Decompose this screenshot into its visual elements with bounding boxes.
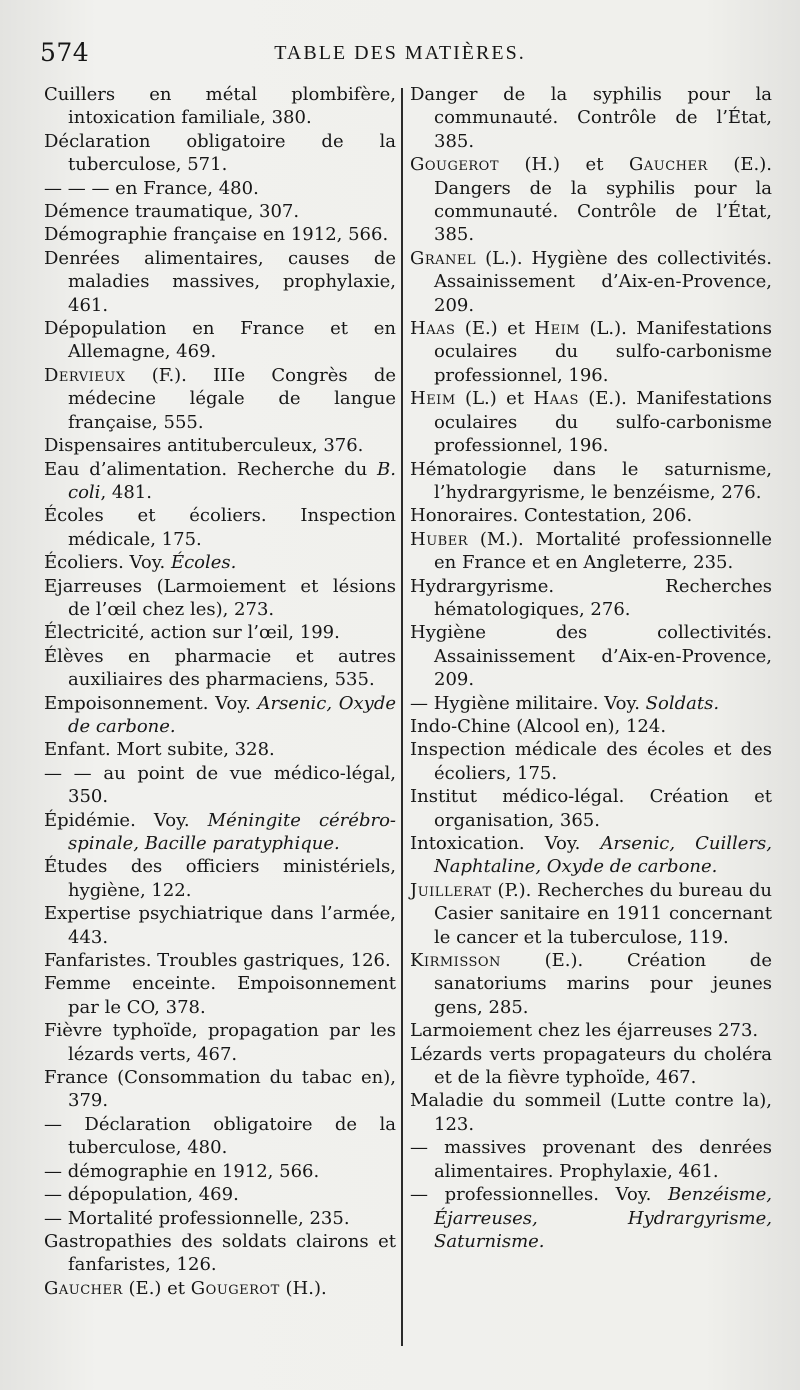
entry-text: (E.). Création de sanatoriums marins pour jeunes gens, 285. [434,950,772,1018]
index-entry [44,223,396,246]
entry-text: Démence traumatique, 307. [44,201,300,223]
entry-reference: Écoles. [170,552,237,574]
entry-reference: B. coli [68,458,396,503]
index-entry [44,972,396,1019]
entry-author: Gaucher [44,1277,123,1299]
index-entry [410,387,772,457]
entry-text: Eau d’alimentation. Recherche du [44,458,368,480]
index-entry [44,575,396,622]
index-entry [44,130,396,177]
entry-text: Institut médico-légal. Création et organisation, 365. [410,786,772,831]
entry-text: France (Consommation du tabac en), 379. [44,1067,396,1112]
entry-text: (P.). Recherches du bureau du Casier sanitaire en 1911 concernant le cancer et la tuberculose, 119. [434,879,772,948]
index-entry [44,762,396,809]
index-entry [44,645,396,692]
column-divider [401,88,403,1346]
index-entry [410,83,772,153]
index-entry [44,621,396,644]
entry-coauthor: Haas [533,388,579,410]
entry-text: Femme enceinte. Empoisonnement par le CO, 378. [44,973,396,1018]
index-entry [410,1136,772,1183]
entry-text: — Hygiène militaire. Voy. [410,692,640,714]
entry-text: (M.). Mortalité professionnelle en France et en Angleterre, 235. [434,528,772,574]
entry-coauthor: Heim [534,318,581,340]
entry-text-continued: , 481. [100,481,152,503]
index-column-right [410,83,772,1253]
entry-text: Écoles et écoliers. Inspection médicale, 175. [44,505,396,550]
entry-author: Haas [410,318,456,340]
entry-coauthor: Gougerot [190,1277,280,1299]
index-entry [410,832,772,879]
entry-text: Fièvre typhoïde, propagation par les lézards verts, 467. [44,1020,396,1065]
entry-text: Enfant. Mort subite, 328. [44,739,275,761]
index-entry [44,1113,396,1160]
index-entry [410,621,772,691]
entry-text: Ejarreuses (Larmoiement et lésions de l’œil chez les), 273. [44,575,396,620]
index-entry [410,785,772,832]
index-entry [44,434,396,457]
index-entry [44,364,396,434]
entry-text: Électricité, action sur l’œil, 199. [44,622,340,644]
entry-text: — — au point de vue médico-légal, 350. [44,762,396,808]
index-entry [44,458,396,505]
entry-text: Larmoiement chez les éjarreuses 273. [410,1020,759,1042]
index-entry [410,1019,772,1042]
entry-text: Épidémie. Voy. [44,809,190,831]
entry-text: Lézards verts propagateurs du choléra et de la fièvre typhoïde, 467. [410,1043,772,1089]
index-entry [44,504,396,551]
index-entry [44,83,396,130]
index-entry [410,1089,772,1136]
entry-text: (E.) et [128,1277,186,1299]
index-column-left [44,83,396,1300]
entry-text: Écoliers. Voy. [44,552,166,574]
page-number: 574 [40,38,90,67]
entry-text: — Déclaration obligatoire de la tuberculose, 480. [44,1113,396,1159]
index-entry [44,177,396,200]
index-entry [44,738,396,761]
entry-reference: Arsenic, Oxyde de carbone. [68,692,396,737]
index-entry [44,1183,396,1206]
entry-text: Hématologie dans le saturnisme, l’hydrargyrisme, le benzéisme, 276. [410,458,772,503]
index-entry [44,551,396,574]
entry-author: Huber [410,528,468,550]
index-entry [410,949,772,1019]
entry-text: Fanfaristes. Troubles gastriques, 126. [44,950,391,972]
entry-text: Hydrargyrisme. Recherches hématologiques, 276. [410,575,772,620]
index-entry [44,855,396,902]
index-entry [410,317,772,387]
entry-author: Juillerat [410,879,492,901]
entry-text-continued: (H.). [285,1277,327,1299]
entry-reference: Soldats. [645,692,720,714]
index-entry [44,949,396,972]
entry-text: — Mortalité professionnelle, 235. [44,1207,350,1229]
index-entry [410,1183,772,1253]
entry-text: Dispensaires antituberculeux, 376. [44,435,364,457]
index-entry [44,902,396,949]
index-entry [410,153,772,247]
entry-text: Cuillers en métal plombifère, intoxication familiale, 380. [44,84,396,129]
index-entry [44,1066,396,1113]
entry-text: Maladie du sommeil (Lutte contre la), 123. [410,1090,772,1135]
index-entry [44,1230,396,1277]
entry-text: (L.) et [465,388,525,410]
entry-text: Empoisonnement. Voy. [44,692,251,714]
index-entry [44,1019,396,1066]
entry-text: (E.) et [464,318,525,340]
entry-reference: Benzéisme, Éjarreuses, Hydrargyrisme, Saturnisme. [434,1184,772,1252]
index-entry [44,317,396,364]
entry-text: (H.) et [524,154,604,176]
entry-author: Gougerot [410,154,499,176]
index-entry [44,692,396,739]
entry-text: Hygiène des collectivités. Assainissement d’Aix-en-Provence, 209. [410,622,772,691]
entry-text: Indo-Chine (Alcool en), 124. [410,715,667,737]
entry-text: Études des officiers ministériels, hygiène, 122. [44,856,396,901]
index-entry [44,1160,396,1183]
entry-reference: Arsenic, Cuillers, Naphtaline, Oxyde de carbone. [434,833,772,878]
index-entry [410,247,772,317]
index-entry [44,809,396,856]
entry-text-continued: (E.). Dangers de la syphilis pour la communauté. Contrôle de l’État, 385. [434,154,772,246]
index-entry [410,1043,772,1090]
entry-text: Gastropathies des soldats clairons et fanfaristes, 126. [44,1230,396,1276]
entry-text: Déclaration obligatoire de la tuberculose, 571. [44,130,396,176]
entry-text: Honoraires. Contestation, 206. [410,505,693,527]
entry-author: Dervieux [44,364,126,386]
index-entry [410,458,772,505]
entry-author: Heim [410,388,456,410]
entry-text: — dépopulation, 469. [44,1184,239,1206]
entry-author: Kirmisson [410,950,501,972]
entry-text: Denrées alimentaires, causes de maladies massives, prophylaxie, 461. [44,247,396,316]
entry-coauthor: Gaucher [628,154,708,176]
entry-text: (F.). IIIe Congrès de médecine légale de langue française, 555. [68,364,396,433]
entry-text: Dépopulation en France et en Allemagne, 469. [44,318,396,363]
running-title: TABLE DES MATIÈRES. [274,42,526,64]
index-entry [410,528,772,575]
index-entry [44,247,396,317]
entry-text-continued: (L.). Manifestations oculaires du sulfo-carbonisme professionnel, 196. [434,318,772,386]
index-entry [44,1277,396,1300]
index-entry [410,692,772,715]
index-entry [44,1207,396,1230]
entry-text: — massives provenant des denrées alimentaires. Prophylaxie, 461. [410,1137,772,1182]
entry-author: Granel [410,247,477,269]
entry-text: Danger de la syphilis pour la communauté. Contrôle de l’État, 385. [410,84,772,152]
index-entry [410,715,772,738]
entry-text: (L.). Hygiène des collectivités. Assainissement d’Aix-en-Provence, 209. [434,247,772,316]
entry-text: — — — en France, 480. [44,177,259,199]
entry-text: Démographie française en 1912, 566. [44,224,389,246]
index-entry [44,200,396,223]
entry-text: — démographie en 1912, 566. [44,1160,320,1182]
entry-text: — professionnelles. Voy. [410,1184,652,1206]
index-entry [410,504,772,527]
entry-reference: Méningite cérébro-spinale, Bacille paratyphique. [68,809,396,854]
page-header [0,36,800,76]
entry-text-continued: (E.). Manifestations oculaires du sulfo-carbonisme professionnel, 196. [434,388,772,457]
entry-text: Inspection médicale des écoles et des écoliers, 175. [410,739,772,784]
index-entry [410,879,772,949]
entry-text: Élèves en pharmacie et autres auxiliaires des pharmaciens, 535. [44,645,396,691]
entry-text: Intoxication. Voy. [410,833,581,854]
index-entry [410,738,772,785]
index-entry [410,575,772,622]
entry-text: Expertise psychiatrique dans l’armée, 443. [44,903,396,948]
